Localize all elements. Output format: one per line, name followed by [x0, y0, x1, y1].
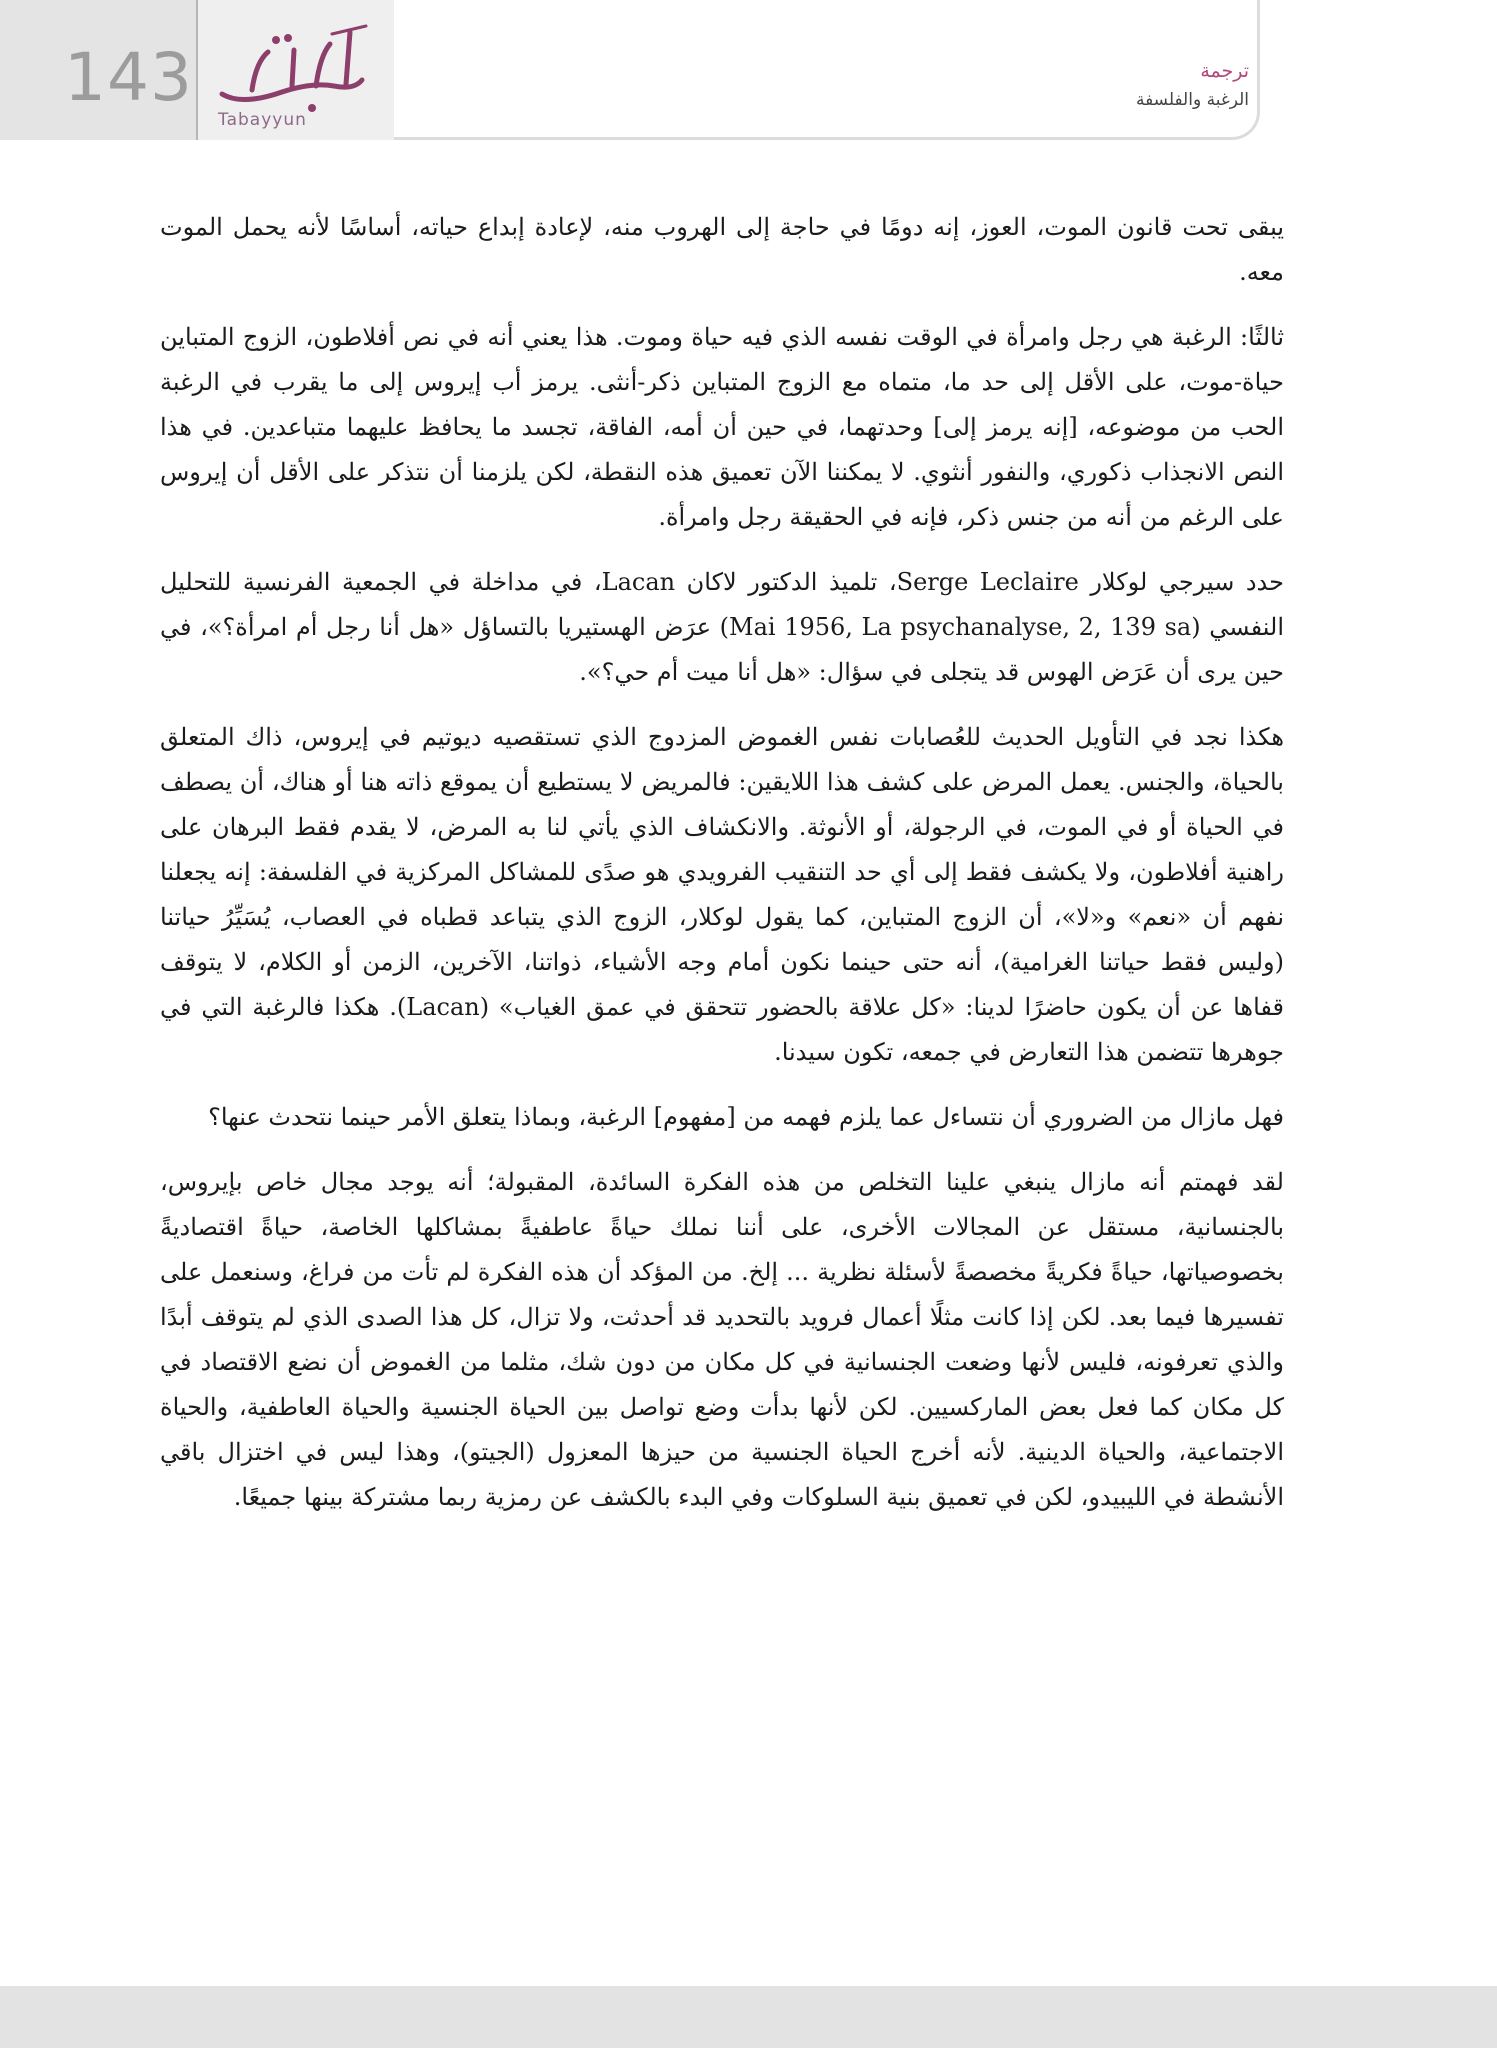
paragraph: لقد فهمتم أنه مازال ينبغي علينا التخلص من هذه الفكرة السائدة، المقبولة؛ أنه يوجد مجال خاص بإيروس، بالجنسانية، مستقل عن المجالات الأخرى، على أننا نملك حياةً عاطفيةً بمشاكلها الخاصة، حياةً اقتصاديةً بخصوصياتها، حياةً فكريةً مخصصةً لأسئلة نظرية ... إلخ. من المؤكد أن هذه الفكرة لم تأت من فراغ، وسنعمل على تفسيرها فيما بعد. لكن إذا كانت مثلًا أعمال فرويد بالتحديد قد أحدثت، ولا تزال، كل هذا الصدى الذي لم يتوقف أبدًا والذي تعرفونه، فليس لأنها وضعت الجنسانية في كل مكان من دون شك، مثلما من الغموض أن نضع الاقتصاد في كل مكان كما فعل بعض الماركسيين. لكن لأنها بدأت وضع تواصل بين الحياة الجنسية والحياة العاطفية، والحياة الاجتماعية، والحياة الدينية. لأنه أخرج الحياة الجنسية من حيزها المعزول (الجيتو)، وهذا ليس في اختزال باقي الأنشطة في الليبيدو، لكن في تعميق بنية السلوكات وفي البدء بالكشف عن رمزية ربما مشتركة بينها جميعًا. [160, 1168, 1284, 1511]
page-number-box [0, 0, 198, 140]
logo-text: Tabayyun [218, 110, 307, 130]
logo-calligraphy-icon [212, 22, 382, 114]
section-label: ترجمة [1200, 60, 1249, 82]
paragraph: هكذا نجد في التأويل الحديث للعُصابات نفس الغموض المزدوج الذي تستقصيه ديوتيم في إيروس، ذاك المتعلق بالحياة، والجنس. يعمل المرض على كشف هذا اللايقين: فالمريض لا يستطيع أن يموقع ذاته هنا أو هناك، أن يصطف في الحياة أو في الموت، في الرجولة، أو الأنوثة. والانكشاف الذي يأتي لنا به المرض، لا يقدم فقط البرهان على راهنية أفلاطون، ولا يكشف فقط إلى أي حد التنقيب الفرويدي هو صدًى للمشاكل المركزية في الفلسفة: إنه يجعلنا نفهم أن «نعم» و«لا»، أن الزوج المتباين، كما يقول لوكلار، الزوج الذي يتباعد قطباه في العصاب، يُسَيِّرُ حياتنا (وليس فقط حياتنا الغرامية)، أنه حتى حينما نكون أمام وجه الأشياء، ذواتنا، الآخرين، الزمن أو الكلام، لا يتوقف قفاها عن أن يكون حاضرًا لدينا: «كل علاقة بالحضور تتحقق في عمق الغياب» (Lacan). هكذا فالرغبة التي في جوهرها تتضمن هذا التعارض في جمعه، تكون سيدنا. [160, 723, 1285, 1066]
paragraph: ثالثًا: الرغبة هي رجل وامرأة في الوقت نفسه الذي فيه حياة وموت. هذا يعني أنه في نص أفلاطون، الزوج المتباين حياة-موت، على الأقل إلى حد ما، متماه مع الزوج المتباين ذكر-أنثى. يرمز أب إيروس إلى ما يقرب في الرغبة الحب من موضوعه، [إنه يرمز إلى] وحدتهما، في حين أن أمه، الفاقة، تجسد ما يحافظ عليهما متباعدين. في هذا النص الانجذاب ذكوري، والنفور أنثوي. لا يمكننا الآن تعميق هذه النقطة، لكن يلزمنا أن نتذكر على الأقل أن إيروس على الرغم من أنه من جنس ذكر، فإنه في الحقيقة رجل وامرأة. [160, 323, 1284, 531]
article-body [160, 205, 1284, 1540]
paragraph: حدد سيرجي لوكلار Serge Leclaire، تلميذ الدكتور لاكان Lacan، في مداخلة في الجمعية الفرنسية للتحليل النفسي (Mai 1956, La psychanalyse, 2, 139 sa) عرَض الهستيريا بالتساؤل «هل أنا رجل أم امرأة؟»، في حين يرى أن عَرَض الهوس قد يتجلى في سؤال: «هل أنا ميت أم حي؟». [160, 568, 1284, 686]
footer-band [0, 1986, 1497, 2048]
paragraph: يبقى تحت قانون الموت، العوز، إنه دومًا في حاجة إلى الهروب منه، لإعادة إبداع حياته، أساسًا لأنه يحمل الموت معه. [160, 213, 1284, 286]
journal-logo [198, 0, 394, 140]
article-subtitle: الرغبة والفلسفة [1135, 90, 1249, 110]
paragraph: فهل مازال من الضروري أن نتساءل عما يلزم فهمه من [مفهوم] الرغبة، وبماذا يتعلق الأمر حينما نتحدث عنها؟ [208, 1103, 1284, 1131]
page-number: 143 [64, 39, 193, 116]
